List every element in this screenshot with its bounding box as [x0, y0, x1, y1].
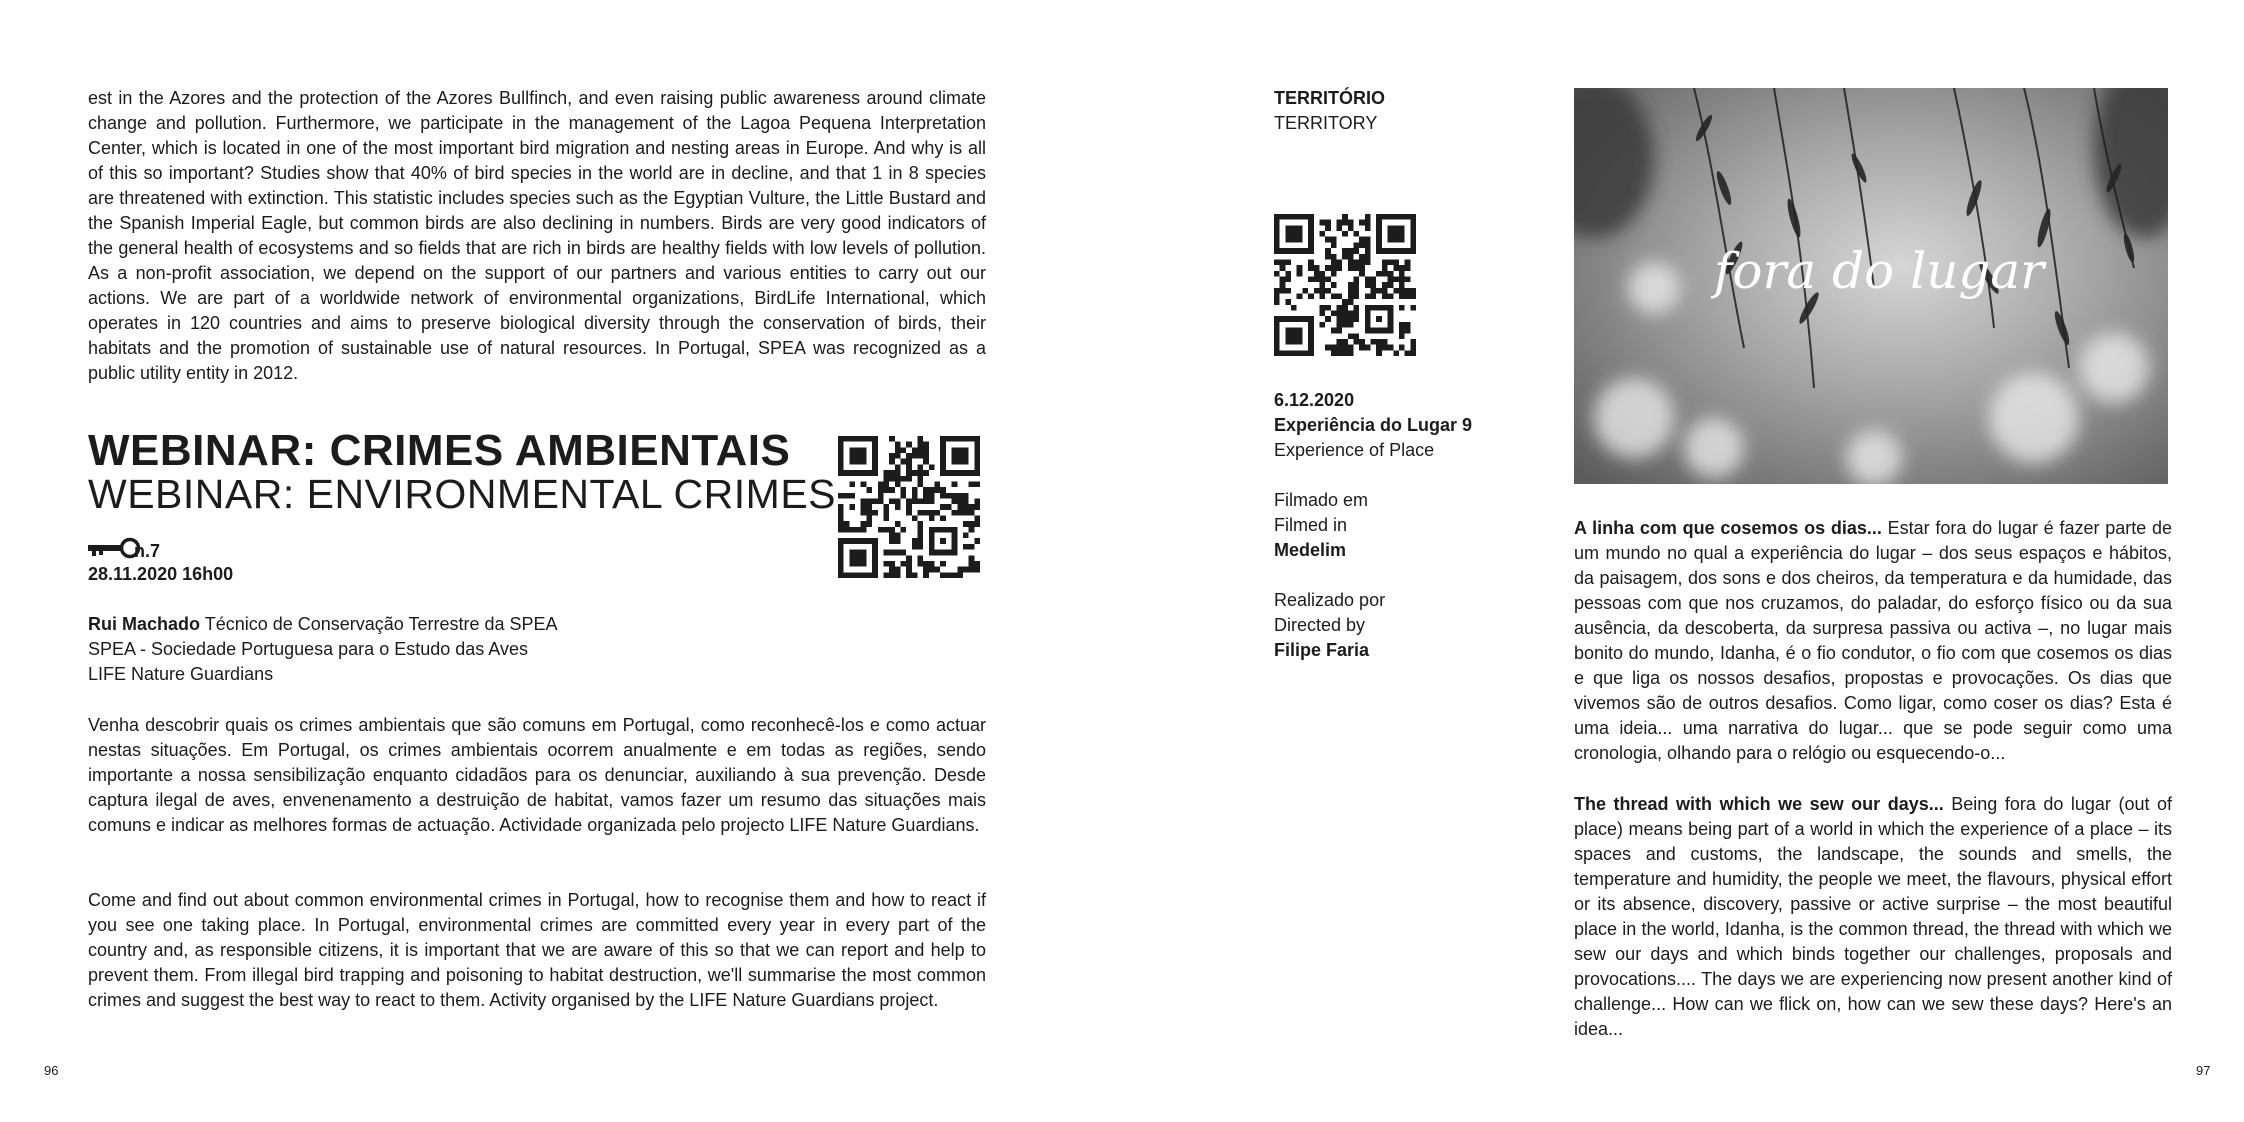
text-en-lead: The thread with which we sew our days... [1574, 794, 1944, 814]
text-pt [1574, 516, 2172, 766]
svg-text:fora do lugar: fora do lugar [1713, 242, 2045, 300]
text-pt-body: Estar fora do lugar é fazer parte de um mundo no qual a experiência do lugar – dos seus espaços e hábitos, da paisagem, dos sons e dos cheiros, da temperatura e da humidade, das pessoas com que nos cruzamos, do paladar, do esforço físico ou da sua ausência, da descoberta, da surpresa passiva ou activa –, no lugar mais bonito do mundo, Idanha, é o fio condutor, o fio com que cosemos os dias e que liga os nossos desafios, propostas e provocações. Os dias que vivemos são de outros desafios. Como ligar, como coser os dias? Esta é uma ideia... uma narrativa do lugar... que se pode seguir como uma cronologia, olhando para o relógio ou esquecendo-o... [1574, 518, 2172, 763]
event-info [1274, 388, 1514, 688]
qr-code-icon [1274, 214, 1416, 356]
event-datetime: 28.11.2020 16h00 [88, 564, 234, 584]
willow-photo-illustration [1574, 88, 2168, 484]
event-date: 6.12.2020 [1274, 390, 1355, 410]
event-title-en: Experience of Place [1274, 440, 1435, 460]
text-en-body: Being fora do lugar (out of place) means being part of a world in which the experience of a place – its spaces and customs, the landscape, the sounds and smells, the temperature and humidity, the people we meet, the flavours, physical effort or its absence, discovery, passive or active surprise – the most beautiful place in the world, Idanha, is the common thread, the thread with which we sew our days and which binds together our challenges, proposals and provocations.... The days we are experiencing now present another kind of challenge... How can we flick on, how can we sew these days? Here's an idea... [1574, 794, 2172, 1039]
page-number-left: 96 [44, 1063, 59, 1078]
event-title-pt: Experiência do Lugar 9 [1274, 415, 1473, 435]
section-title-en: TERRITORY [1274, 113, 1378, 133]
description-en: Come and find out about common environmental crimes in Portugal, how to recognise them and how to react if you see one taking place. In Portugal, environmental crimes are committed every year in every part of the country and, as responsible citizens, it is important that we are aware of this so that we can report and help to prevent them. From illegal bird trapping and poisoning to habitat destruction, we'll summarise the most common crimes and suggest the best way to react to them. Activity organised by the LIFE Nature Guardians project. [88, 890, 986, 1010]
filmed-location: Medelim [1274, 540, 1347, 560]
directed-label-en: Directed by [1274, 615, 1366, 635]
speaker-organization: SPEA - Sociedade Portuguesa para o Estudo das Aves [88, 639, 528, 659]
director-name: Filipe Faria [1274, 640, 1370, 660]
filmed-label-pt: Filmado em [1274, 490, 1369, 510]
text-pt-lead: A linha com que cosemos os dias... [1574, 518, 1882, 538]
text-en [1574, 792, 2172, 1042]
fora-do-lugar-logo [1710, 242, 2047, 300]
qr-code-territory[interactable] [1274, 214, 1416, 356]
event-photo [1574, 88, 2168, 484]
speaker-role: Técnico de Conservação Terrestre da SPEA [204, 614, 558, 634]
speaker-project: LIFE Nature Guardians [88, 664, 274, 684]
qr-code-webinar[interactable] [838, 436, 980, 578]
speaker-block [88, 612, 558, 687]
directed-label-pt: Realizado por [1274, 590, 1386, 610]
session-marker [88, 535, 160, 561]
key-icon [88, 535, 140, 561]
speaker-name: Rui Machado [88, 614, 201, 634]
section-heading [1274, 86, 1494, 136]
qr-code-icon [838, 436, 980, 578]
intro-paragraph: est in the Azores and the protection of the Azores Bullfinch, and even raising public awareness around climate change and pollution. Furthermore, we participate in the management of the Lagoa Pequena Interpretation Center, which is located in one of the most important bird migration and nesting areas in Europe. And why is all of this so important? Studies show that 40% of bird species in the world are in decline, and that 1 in 8 species are threatened with extinction. This statistic includes species such as the Egyptian Vulture, the Little Bustard and the Spanish Imperial Eagle, but common birds are also declining in numbers. Birds are very good indicators of the general health of ecosystems and so fields that are rich in birds are healthy fields with low levels of pollution. As a non-profit association, we depend on the support of our partners and various entities to carry out our actions. We are part of a worldwide network of environmental organizations, BirdLife International, which operates in 120 countries and aims to preserve biological diversity through the conservation of birds, their habitats and the promotion of sustainable use of natural resources. In Portugal, SPEA was recognized as a public utility entity in 2012. [88, 88, 986, 383]
section-title-pt: TERRITÓRIO [1274, 88, 1385, 108]
webinar-title: WEBINAR: CRIMES AMBIENTAIS [88, 426, 791, 475]
webinar-subtitle: WEBINAR: ENVIRONMENTAL CRIMES [88, 471, 837, 517]
session-number: n.7 [134, 541, 161, 561]
description-pt: Venha descobrir quais os crimes ambientais que são comuns em Portugal, como reconhecê-los e como actuar nestas situações. Em Portugal, os crimes ambientais ocorrem anualmente e em todas as regiões, sendo importante a nossa sensibilização enquanto cidadãos para os denunciar, auxiliando à sua prevenção. Desde captura ilegal de aves, envenenamento a destruição de habitat, vamos fazer um resumo das situações mais comuns e indicar as melhores formas de actuação. Actividade organizada pelo projecto LIFE Nature Guardians. [88, 715, 986, 835]
filmed-label-en: Filmed in [1274, 515, 1348, 535]
page-number-right: 97 [2196, 1063, 2211, 1078]
